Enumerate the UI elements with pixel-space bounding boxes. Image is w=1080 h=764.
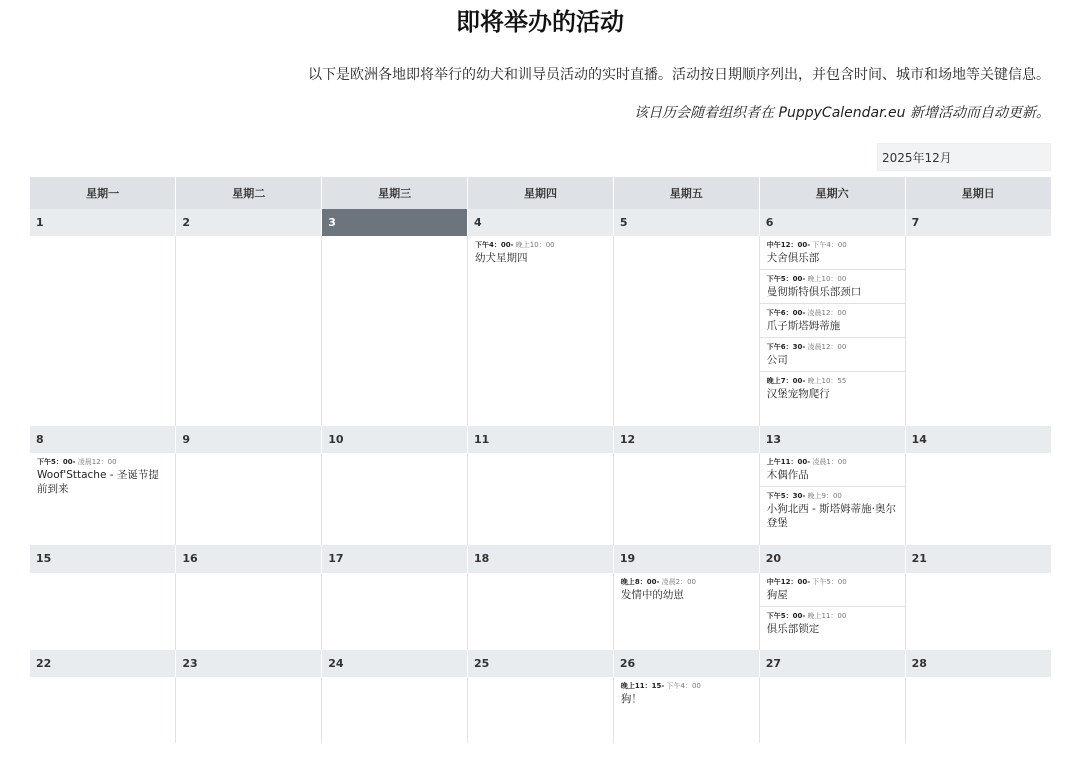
event-time [767, 376, 898, 387]
day-cell [468, 677, 614, 743]
event-item[interactable] [760, 372, 905, 405]
event-name: 公司 [766, 354, 788, 367]
event-time [767, 577, 898, 588]
day-cell [30, 236, 176, 425]
day-cell [176, 677, 322, 743]
event-end: 下午5：00 [812, 577, 847, 586]
week-date-row [30, 650, 1051, 677]
event-name: 狗屋 [766, 588, 788, 601]
weekday-header: 星期五 [613, 177, 759, 209]
day-cell [759, 236, 905, 425]
day-cell [905, 573, 1051, 650]
event-item[interactable] [30, 453, 175, 500]
weekday-header: 星期一 [30, 177, 176, 209]
event-end: 晚上11：00 [807, 611, 847, 620]
day-number: 28 [905, 650, 1051, 677]
event-item[interactable] [760, 487, 905, 534]
event-end: 下午4：00 [666, 682, 701, 691]
weekday-header: 星期六 [759, 177, 905, 209]
event-name: 狗！ [620, 693, 642, 706]
week-date-row [30, 209, 1051, 236]
day-cell [176, 573, 322, 650]
day-cell [30, 677, 176, 743]
event-start: 晚上8：00- [620, 577, 660, 586]
event-start: 中午12：00- [766, 577, 811, 586]
event-time [767, 611, 898, 622]
day-cell [905, 677, 1051, 743]
event-name: Woof'Sttache - 圣诞节提前到来 [37, 469, 159, 496]
day-cell [613, 677, 759, 743]
day-cell [322, 573, 468, 650]
day-number: 26 [613, 650, 759, 677]
event-item[interactable] [760, 270, 905, 304]
weekday-header: 星期三 [322, 177, 468, 209]
day-cell [30, 453, 176, 545]
day-cell [30, 573, 176, 650]
event-end: 晚上10：00 [807, 275, 847, 284]
day-number: 14 [905, 426, 1051, 453]
event-item[interactable] [614, 573, 759, 606]
day-cell [468, 236, 614, 425]
event-item[interactable] [760, 236, 905, 270]
day-number-today: 3 [322, 209, 468, 236]
day-number: 18 [468, 545, 614, 572]
event-end: 凌晨12：00 [807, 309, 847, 318]
day-number: 24 [322, 650, 468, 677]
event-end: 凌晨12：00 [807, 343, 847, 352]
day-cell [468, 453, 614, 545]
event-name: 木偶作品 [766, 469, 809, 482]
event-end: 晚上10：55 [807, 377, 847, 386]
day-number: 27 [759, 650, 905, 677]
week-events-row [30, 573, 1051, 650]
event-start: 下午5：00- [766, 275, 806, 284]
day-cell [759, 573, 905, 650]
auto-update-note: 该日历会随着组织者在 PuppyCalendar.eu 新增活动而自动更新。 [634, 105, 1050, 121]
page-title: 即将举办的活动 [456, 8, 624, 36]
day-cell [322, 453, 468, 545]
event-item[interactable] [760, 607, 905, 640]
event-start: 中午12：00- [766, 241, 811, 250]
event-item[interactable] [468, 236, 613, 269]
event-time [767, 240, 898, 251]
event-name: 小狗北西 - 斯塔姆蒂施·奥尔登堡 [766, 503, 897, 530]
day-number: 16 [176, 545, 322, 572]
day-number: 20 [759, 545, 905, 572]
day-number: 23 [176, 650, 322, 677]
weekday-header: 星期四 [468, 177, 614, 209]
day-number: 10 [322, 426, 468, 453]
event-item[interactable] [760, 338, 905, 372]
day-number: 8 [30, 426, 176, 453]
event-end: 凌晨1：00 [812, 458, 847, 467]
event-name: 犬舍俱乐部 [766, 252, 820, 265]
week-events-row [30, 236, 1051, 425]
day-number: 4 [468, 209, 614, 236]
event-time [767, 342, 898, 353]
day-number: 6 [759, 209, 905, 236]
weekday-header: 星期二 [176, 177, 322, 209]
event-time [37, 457, 168, 468]
day-cell [905, 453, 1051, 545]
day-number: 9 [176, 426, 322, 453]
day-number: 2 [176, 209, 322, 236]
day-cell [613, 236, 759, 425]
day-number: 7 [905, 209, 1051, 236]
day-number: 1 [30, 209, 176, 236]
day-number: 15 [30, 545, 176, 572]
event-name: 俱乐部锁定 [766, 622, 820, 635]
day-cell [905, 236, 1051, 425]
event-end: 晚上9：00 [807, 492, 842, 501]
event-item[interactable] [760, 573, 905, 607]
event-name: 曼彻斯特俱乐部颈口 [766, 286, 862, 299]
week-events-row [30, 453, 1051, 545]
intro-text: 以下是欧洲各地即将举行的幼犬和训导员活动的实时直播。活动按日期顺序列出，并包含时间、城市和场地等关键信息。 [308, 67, 1050, 83]
event-start: 下午5：30- [766, 492, 806, 501]
day-number: 21 [905, 545, 1051, 572]
month-select[interactable]: 2025年12月 [877, 143, 1051, 171]
event-time [621, 577, 752, 588]
event-end: 晚上10：00 [515, 241, 555, 250]
event-name: 发情中的幼崽 [620, 588, 684, 601]
event-end: 下午4：00 [812, 241, 847, 250]
day-cell [322, 236, 468, 425]
event-time [767, 491, 898, 502]
day-number: 17 [322, 545, 468, 572]
event-item[interactable] [760, 304, 905, 338]
event-start: 晚上11：15- [620, 682, 665, 691]
calendar-grid [30, 177, 1051, 743]
weekday-header-row [30, 177, 1051, 209]
day-cell [613, 453, 759, 545]
day-number: 5 [613, 209, 759, 236]
event-start: 下午5：00- [766, 611, 806, 620]
event-time [475, 240, 606, 251]
event-start: 下午5：00- [37, 458, 76, 467]
event-name: 幼犬星期四 [475, 252, 528, 265]
day-cell [468, 573, 614, 650]
event-item[interactable] [760, 453, 905, 487]
event-name: 汉堡宠物爬行 [766, 388, 830, 401]
day-cell [613, 573, 759, 650]
event-time [621, 681, 752, 692]
event-end: 凌晨2：00 [661, 577, 697, 586]
week-date-row [30, 545, 1051, 572]
event-start: 下午6：30- [766, 343, 806, 352]
event-time [767, 457, 898, 468]
event-name: 爪子斯塔姆蒂施 [766, 320, 841, 333]
day-cell [176, 453, 322, 545]
event-end: 凌晨12：00 [77, 458, 117, 467]
event-item[interactable] [614, 677, 759, 710]
week-events-row [30, 677, 1051, 743]
event-start: 下午6：00- [766, 309, 806, 318]
day-cell [759, 677, 905, 743]
day-number: 25 [468, 650, 614, 677]
event-time [767, 308, 898, 319]
day-cell [759, 453, 905, 545]
day-cell [322, 677, 468, 743]
day-number: 12 [613, 426, 759, 453]
week-date-row [30, 426, 1051, 453]
weekday-header: 星期日 [905, 177, 1051, 209]
day-number: 22 [30, 650, 176, 677]
event-start: 上午11：00- [766, 458, 811, 467]
day-number: 11 [468, 426, 614, 453]
day-number: 13 [759, 426, 905, 453]
day-number: 19 [613, 545, 759, 572]
event-start: 下午4：00- [475, 241, 514, 250]
event-time [767, 274, 898, 285]
day-cell [176, 236, 322, 425]
event-start: 晚上7：00- [766, 377, 806, 386]
